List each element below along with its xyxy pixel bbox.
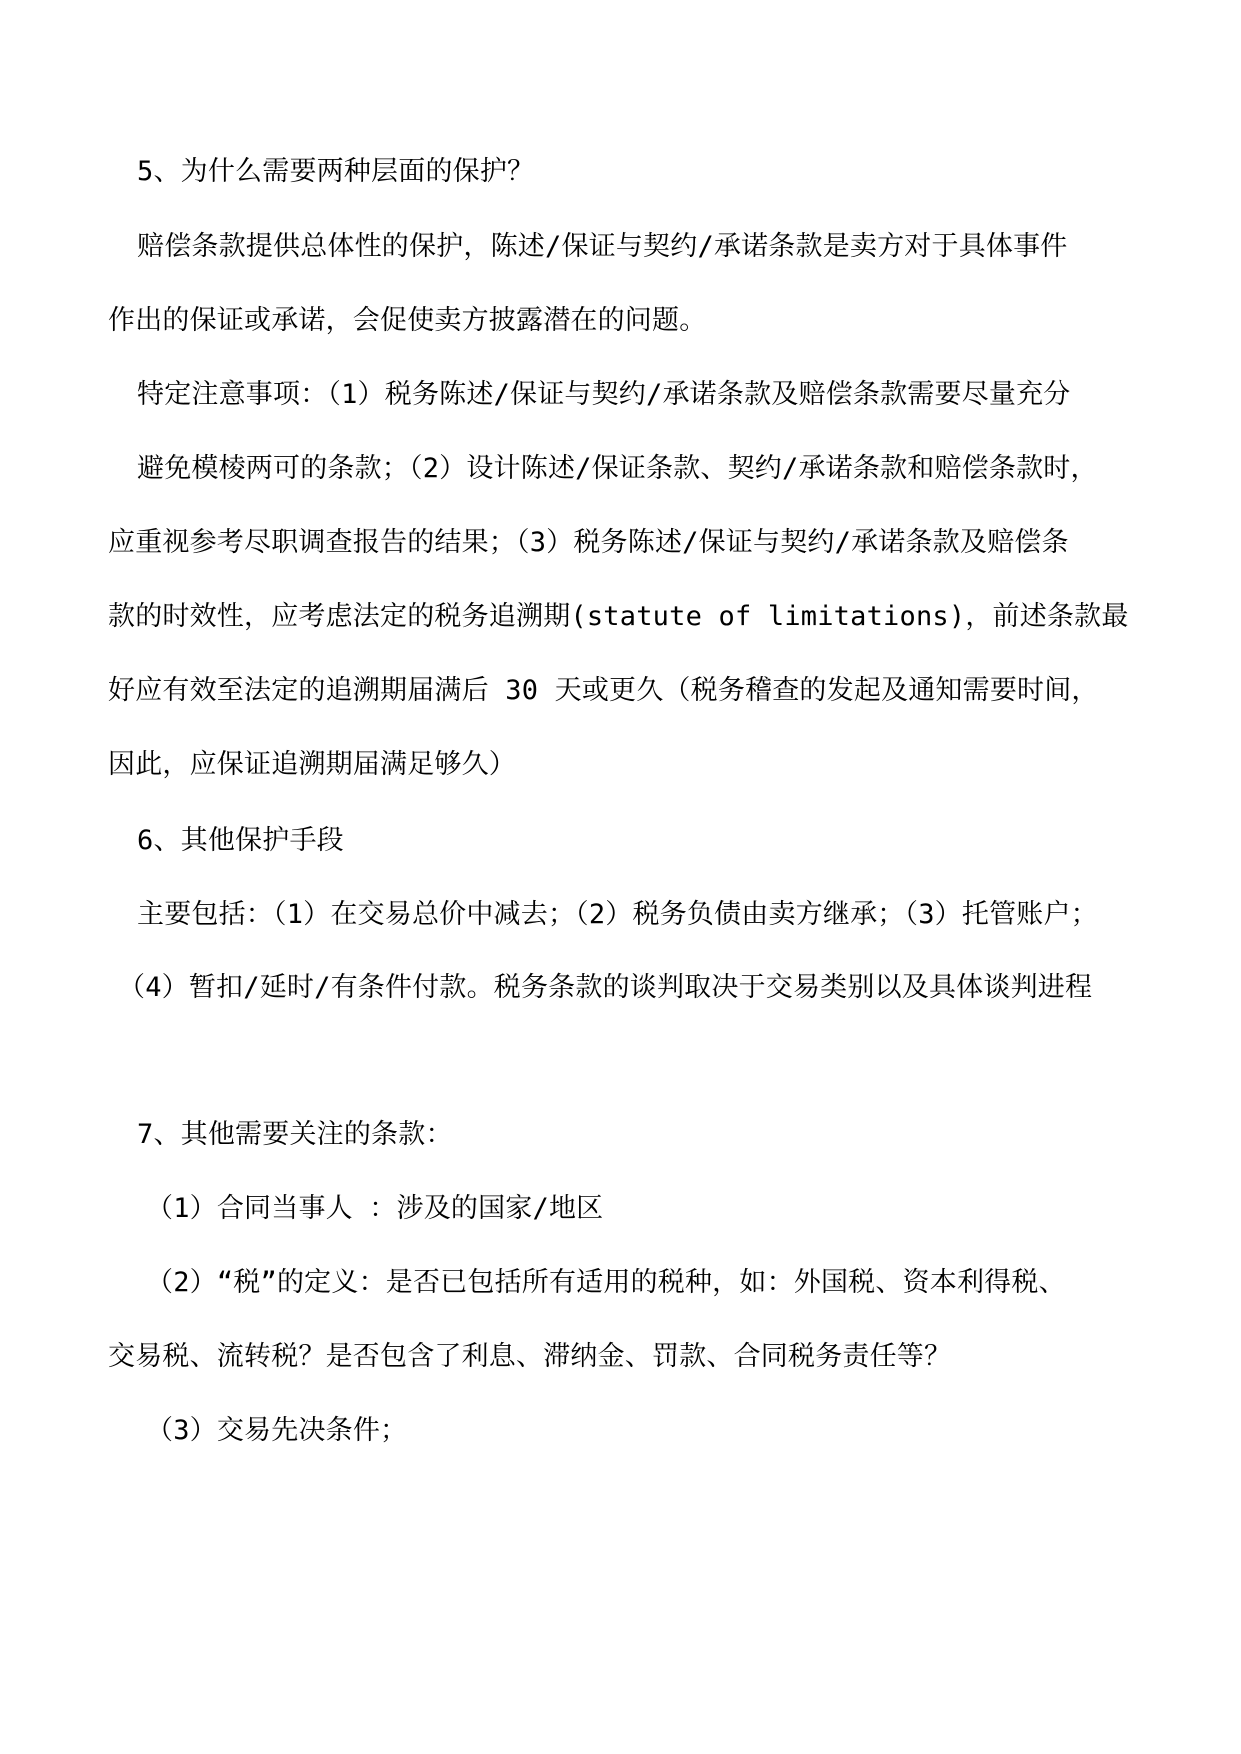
paragraph-line: 款的时效性，应考虑法定的税务追溯期(statute of limitations)，前述条款最 (108, 601, 1129, 632)
paragraph-line: 避免模棱两可的条款；（2）设计陈述/保证条款、契约/承诺条款和赔偿条款时， (137, 453, 1098, 484)
paragraph-line: 因此，应保证追溯期届满足够久） (108, 749, 516, 780)
list-item: （1）合同当事人 ：涉及的国家/地区 (146, 1193, 604, 1224)
paragraph-line: （4）暂扣/延时/有条件付款。税务条款的谈判取决于交易类别以及具体谈判进程 (118, 972, 1093, 1003)
section-7-heading: 7、其他需要关注的条款： (137, 1119, 453, 1150)
section-6-heading: 6、其他保护手段 (137, 825, 344, 856)
paragraph-line: 主要包括：（1）在交易总价中减去；（2）税务负债由卖方继承；（3）托管账户； (137, 899, 1098, 930)
paragraph-line: 特定注意事项：（1）税务陈述/保证与契约/承诺条款及赔偿条款需要尽量充分 (137, 379, 1071, 410)
paragraph-line: 赔偿条款提供总体性的保护，陈述/保证与契约/承诺条款是卖方对于具体事件 (137, 231, 1068, 262)
section-5-heading: 5、为什么需要两种层面的保护？ (137, 156, 535, 187)
paragraph-line: 作出的保证或承诺，会促使卖方披露潜在的问题。 (108, 305, 707, 336)
paragraph-line: 交易税、流转税？是否包含了利息、滞纳金、罚款、合同税务责任等？ (108, 1341, 952, 1372)
paragraph-line: 好应有效至法定的追溯期届满后 30 天或更久（税务稽查的发起及通知需要时间， (108, 675, 1099, 706)
paragraph-line: 应重视参考尽职调查报告的结果；（3）税务陈述/保证与契约/承诺条款及赔偿条 (108, 527, 1069, 558)
list-item: （3）交易先决条件； (146, 1415, 408, 1446)
list-item: （2）“税”的定义：是否已包括所有适用的税种，如：外国税、资本利得税、 (146, 1267, 1066, 1298)
